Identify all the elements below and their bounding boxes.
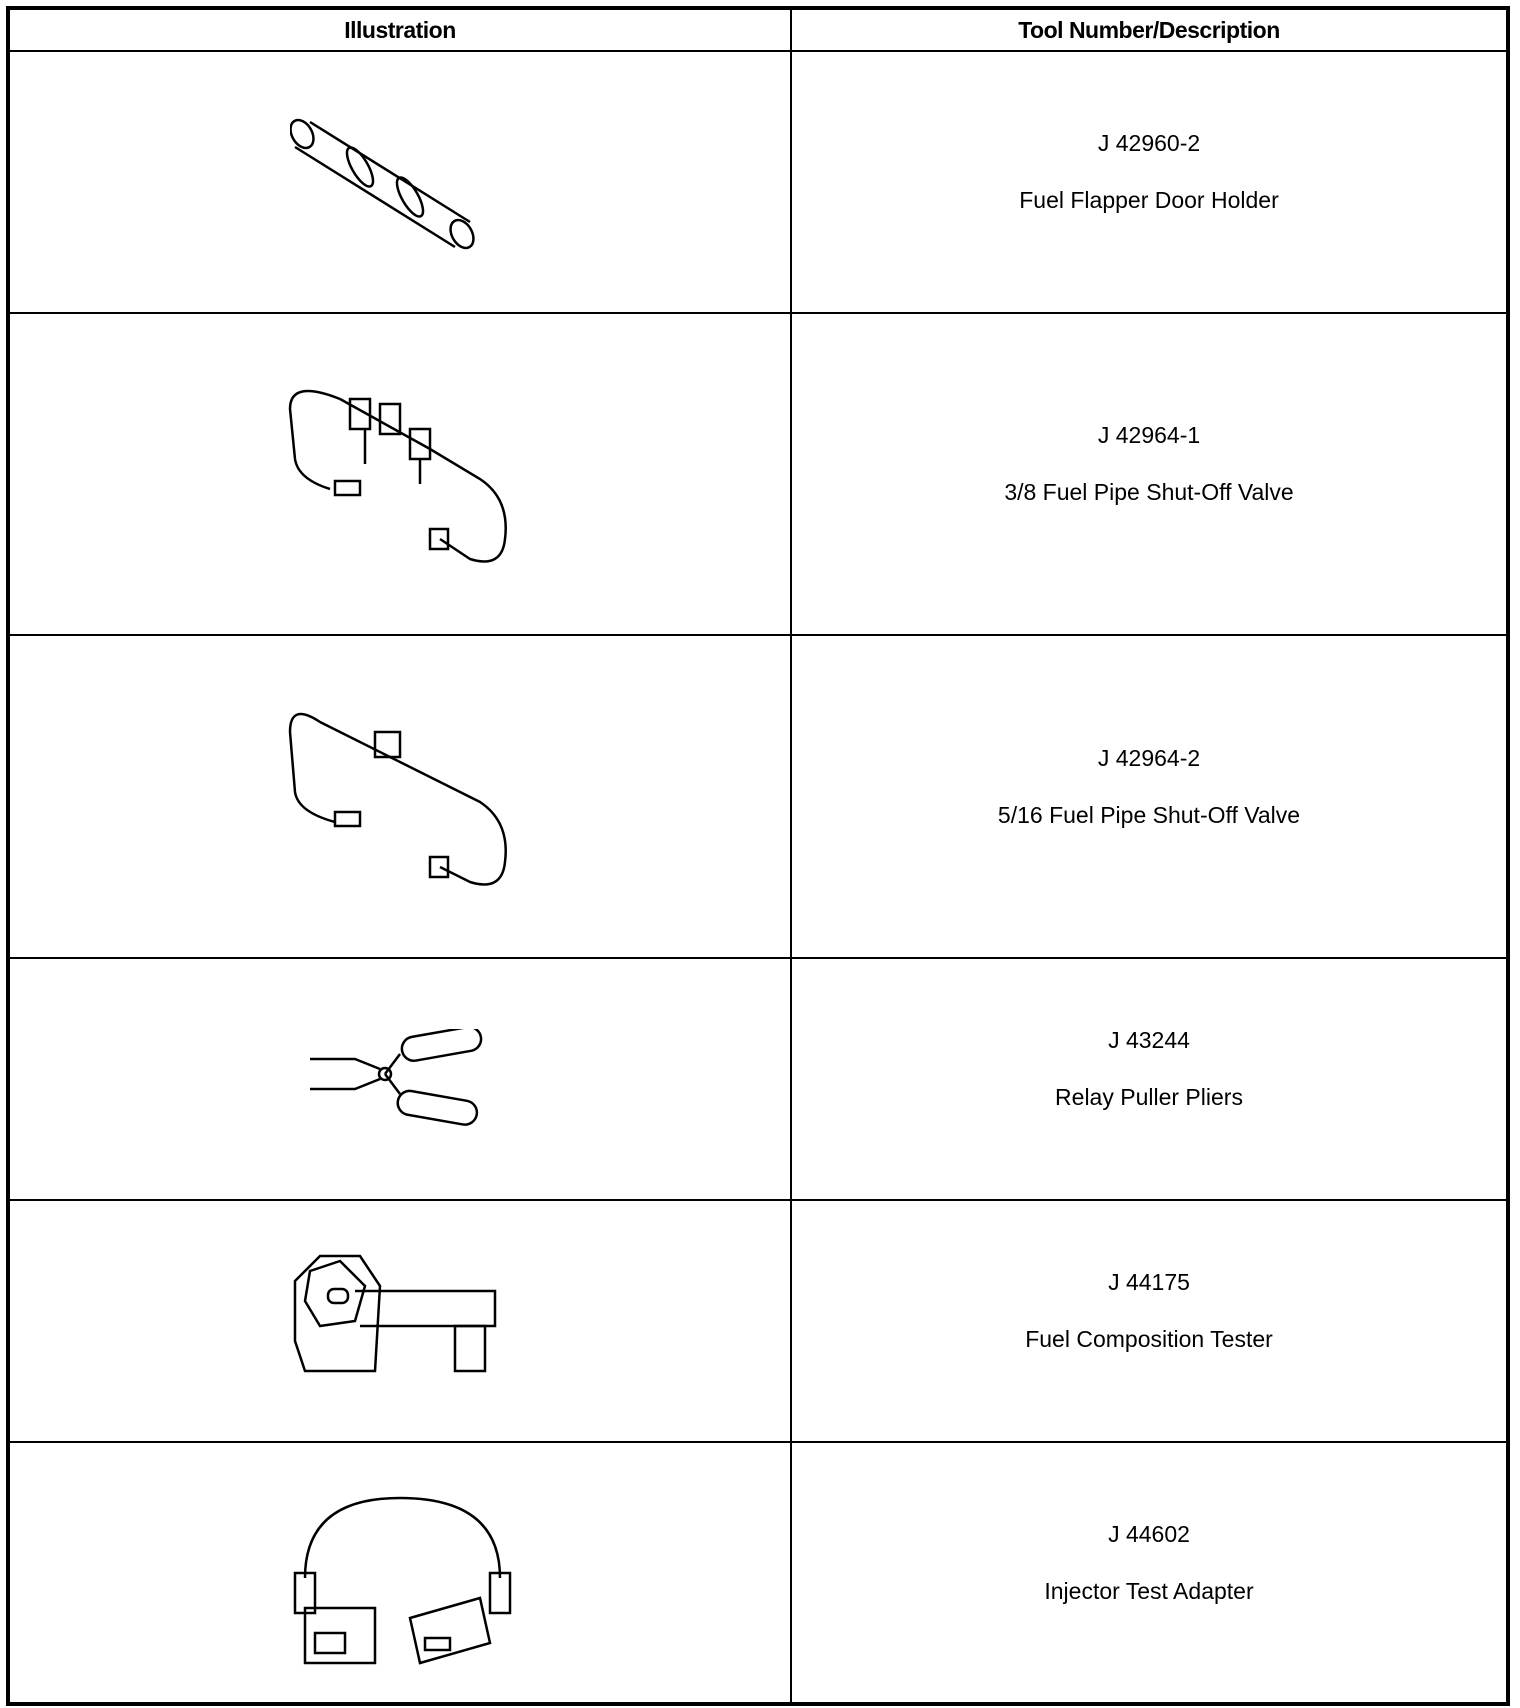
single-valve-hose-icon: [280, 692, 520, 902]
illustration-cell: [8, 313, 791, 635]
tube-holder-icon: [290, 102, 510, 262]
table-row: [8, 313, 1508, 635]
tool-description: Fuel Composition Tester: [1025, 1326, 1273, 1352]
tool-cell: [791, 635, 1508, 958]
illustration-cell: [8, 51, 791, 313]
tool-description: Fuel Flapper Door Holder: [1019, 187, 1279, 213]
table-row: [8, 635, 1508, 958]
tester-icon: [290, 1251, 510, 1391]
table-row: [8, 51, 1508, 313]
tool-description: 5/16 Fuel Pipe Shut-Off Valve: [997, 801, 1301, 828]
adapter-cable-icon: [285, 1478, 515, 1668]
pliers-icon: [305, 1029, 495, 1129]
header-illustration: Illustration: [8, 8, 791, 51]
table-row: [8, 1200, 1508, 1442]
tool-number: J 43244: [1108, 1027, 1190, 1053]
table-row: [8, 958, 1508, 1200]
table-row: [8, 1442, 1508, 1704]
tool-cell: [791, 313, 1508, 635]
tool-description: Injector Test Adapter: [1044, 1577, 1254, 1604]
illustration-cell: [8, 635, 791, 958]
illustration-cell: [8, 958, 791, 1200]
tool-number: J 44602: [1108, 1520, 1190, 1547]
tool-number: J 42964-2: [1097, 744, 1201, 771]
tool-number: J 42964-1: [1097, 422, 1201, 448]
tool-number: J 42960-2: [1097, 130, 1201, 156]
illustration-cell: [8, 1200, 791, 1442]
header-row: [8, 8, 1508, 51]
tools-table: [6, 6, 1510, 1706]
tool-description: 3/8 Fuel Pipe Shut-Off Valve: [1004, 479, 1294, 505]
tool-number: J 44175: [1108, 1269, 1190, 1295]
dual-valve-hose-icon: [280, 369, 520, 579]
tool-cell: [791, 1200, 1508, 1442]
tool-description: Relay Puller Pliers: [1055, 1084, 1243, 1110]
header-tool: Tool Number/Description: [791, 8, 1508, 51]
tool-cell: [791, 958, 1508, 1200]
illustration-cell: [8, 1442, 791, 1704]
tool-cell: [791, 1442, 1508, 1704]
tool-cell: [791, 51, 1508, 313]
